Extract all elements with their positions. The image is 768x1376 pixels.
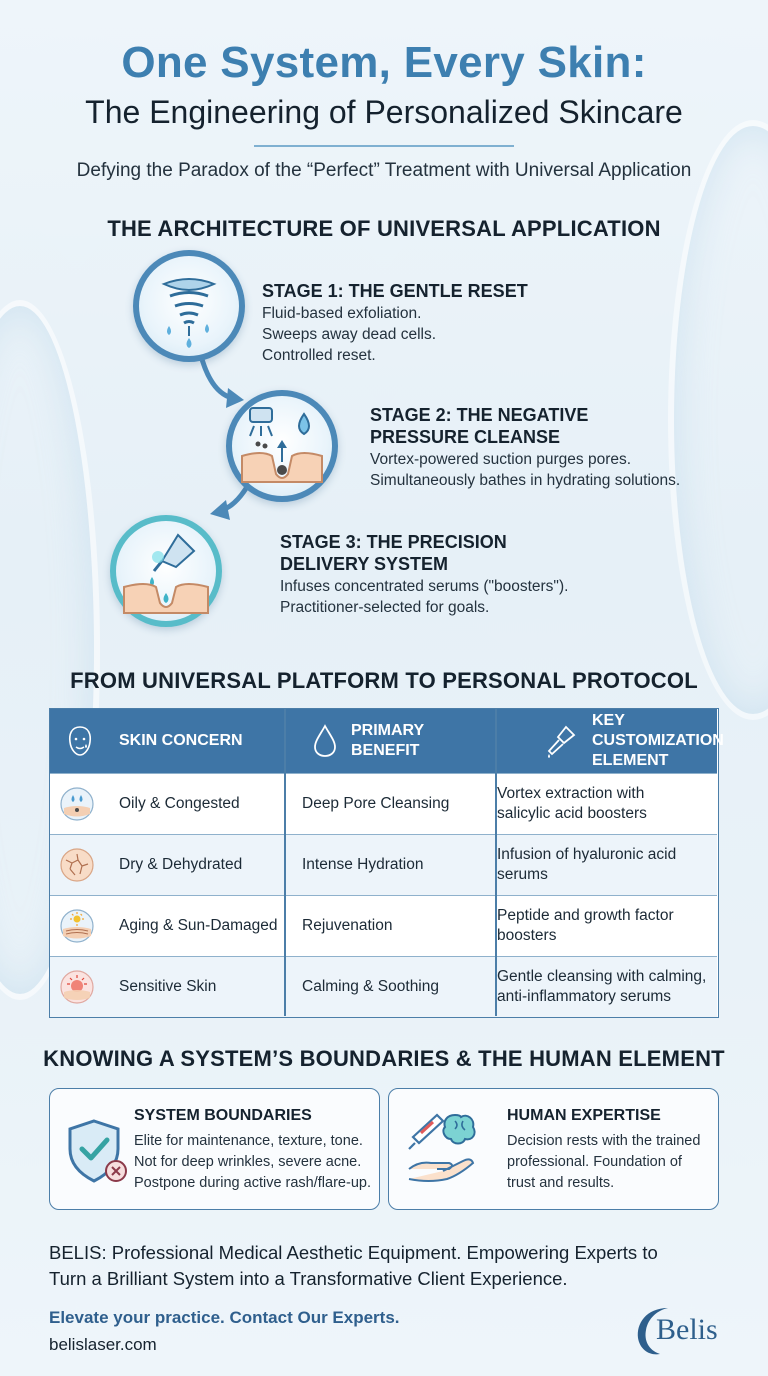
column-header-line: ELEMENT <box>592 752 669 769</box>
stage-1-title-line: STAGE 1: THE GENTLE RESET <box>262 281 528 301</box>
column-header-line: KEY CUSTOMIZATION <box>592 712 724 749</box>
page-title-line2: The Engineering of Personalized Skincare <box>85 94 683 130</box>
shield-check-icon <box>62 1115 134 1187</box>
stage-2-text-line: Vortex-powered suction purges pores. <box>370 451 632 468</box>
human-expertise-text <box>507 1131 700 1194</box>
cell-element <box>497 896 674 956</box>
stage-3-title-line: DELIVERY SYSTEM <box>280 554 449 574</box>
title-divider <box>254 145 514 147</box>
hand-brain-icon <box>403 1109 493 1189</box>
column-divider <box>284 709 286 1016</box>
cell-benefit: Deep Pore Cleansing <box>302 795 450 812</box>
column-header-label <box>351 709 424 773</box>
cell-benefit: Calming & Soothing <box>302 978 439 995</box>
cell-concern: Sensitive Skin <box>119 978 217 995</box>
cell-element-line: Gentle cleansing with calming, <box>497 968 707 985</box>
human-expertise-card <box>388 1088 719 1210</box>
page-subtitle: Defying the Paradox of the “Perfect” Treatment with Universal Application <box>76 160 692 181</box>
connector-arrowhead-2 <box>210 500 230 520</box>
system-boundaries-line: Postpone during active rash/flare-up. <box>134 1175 371 1191</box>
human-expertise-line: professional. Foundation of <box>507 1154 682 1170</box>
belis-logo <box>634 1300 734 1360</box>
column-header-primary-benefit <box>285 709 495 773</box>
system-boundaries-text <box>134 1131 371 1194</box>
stage-2-text <box>370 449 680 491</box>
table-header <box>50 709 724 773</box>
human-expertise-line: trust and results. <box>507 1175 615 1191</box>
stage-2-text-line: Simultaneously bathes in hydrating solutions. <box>370 472 681 489</box>
background-swirl-right <box>668 120 768 720</box>
website-link[interactable]: belislaser.com <box>49 1335 157 1354</box>
vortex-icon <box>139 256 239 356</box>
footer-statement <box>49 1240 739 1292</box>
serum-dropper-icon <box>116 521 216 621</box>
system-boundaries-line: Elite for maintenance, texture, tone. <box>134 1133 363 1149</box>
sensitive-skin-icon <box>60 970 94 1004</box>
footer-statement-line: Turn a Brilliant System into a Transformative Client Experience. <box>49 1268 568 1289</box>
table-row <box>50 834 717 895</box>
cell-element-line: boosters <box>497 927 557 944</box>
stage-1-text-line: Controlled reset. <box>262 347 376 364</box>
page-title: One System, Every Skin: <box>121 38 647 87</box>
stage-2-title-line: STAGE 2: THE NEGATIVE <box>370 405 589 425</box>
column-header-line: PRIMARY <box>351 722 425 739</box>
cell-benefit: Intense Hydration <box>302 856 424 873</box>
stage-3-title <box>280 531 507 575</box>
boundaries-heading: KNOWING A SYSTEM’S BOUNDARIES & THE HUMAN ELEMENT <box>43 1046 725 1071</box>
cell-element-line: Infusion of hyaluronic acid <box>497 846 677 863</box>
table-row <box>50 773 717 834</box>
cell-element-line: Vortex extraction with <box>497 785 645 802</box>
column-header-line: BENEFIT <box>351 742 420 759</box>
stage-1-text-line: Sweeps away dead cells. <box>262 326 437 343</box>
column-header-line: SKIN CONCERN <box>119 732 243 749</box>
stage-1-text <box>262 303 436 366</box>
dropper-icon <box>544 723 578 759</box>
contact-cta-link[interactable]: Elevate your practice. Contact Our Experts. <box>49 1308 400 1327</box>
cell-element <box>497 774 647 834</box>
stage-3-icon <box>110 515 222 627</box>
cell-element <box>497 835 676 895</box>
system-boundaries-line: Not for deep wrinkles, severe acne. <box>134 1154 362 1170</box>
stage-2-icon <box>226 390 338 502</box>
system-boundaries-card <box>49 1088 380 1210</box>
face-icon <box>62 723 98 759</box>
stage-1-icon <box>133 250 245 362</box>
cell-concern: Dry & Dehydrated <box>119 856 243 873</box>
column-header-customization <box>496 709 724 773</box>
column-header-skin-concern <box>50 709 284 773</box>
stage-3-text-line: Practitioner-selected for goals. <box>280 599 490 616</box>
dry-skin-icon <box>60 848 94 882</box>
stage-1-title <box>262 280 528 302</box>
cell-concern: Aging & Sun-Damaged <box>119 917 278 934</box>
stage-2-title <box>370 404 588 448</box>
protocol-table <box>49 708 724 1018</box>
cell-element-line: anti-inflammatory serums <box>497 988 671 1005</box>
table-row <box>50 956 717 1017</box>
stage-2-title-line: PRESSURE CLEANSE <box>370 427 561 447</box>
logo-text: Belis <box>656 1313 718 1346</box>
stage-1-text-line: Fluid-based exfoliation. <box>262 305 422 322</box>
cell-element-line: Peptide and growth factor <box>497 907 674 924</box>
oily-skin-icon <box>60 787 94 821</box>
footer-statement-line: BELIS: Professional Medical Aesthetic Equipment. Empowering Experts to <box>49 1242 658 1263</box>
sun-damage-icon <box>60 909 94 943</box>
column-header-label <box>592 709 724 773</box>
cell-benefit: Rejuvenation <box>302 917 393 934</box>
cell-element-line: salicylic acid boosters <box>497 805 647 822</box>
pore-suction-icon <box>232 396 332 496</box>
stage-3-text-line: Infuses concentrated serums ("boosters"). <box>280 578 569 595</box>
cell-element-line: serums <box>497 866 548 883</box>
stage-3-text <box>280 576 568 618</box>
column-header-label <box>119 709 243 773</box>
stage-3-title-line: STAGE 3: THE PRECISION <box>280 532 507 552</box>
protocol-heading: FROM UNIVERSAL PLATFORM TO PERSONAL PROTOCOL <box>70 668 698 693</box>
architecture-heading: THE ARCHITECTURE OF UNIVERSAL APPLICATION <box>107 216 661 241</box>
cell-element <box>497 957 706 1017</box>
water-drop-icon <box>311 723 339 759</box>
table-row <box>50 895 717 956</box>
human-expertise-line: Decision rests with the trained <box>507 1133 701 1149</box>
cell-concern: Oily & Congested <box>119 795 240 812</box>
human-expertise-title: HUMAN EXPERTISE <box>507 1107 661 1124</box>
column-divider <box>495 709 497 1016</box>
system-boundaries-title: SYSTEM BOUNDARIES <box>134 1107 312 1124</box>
